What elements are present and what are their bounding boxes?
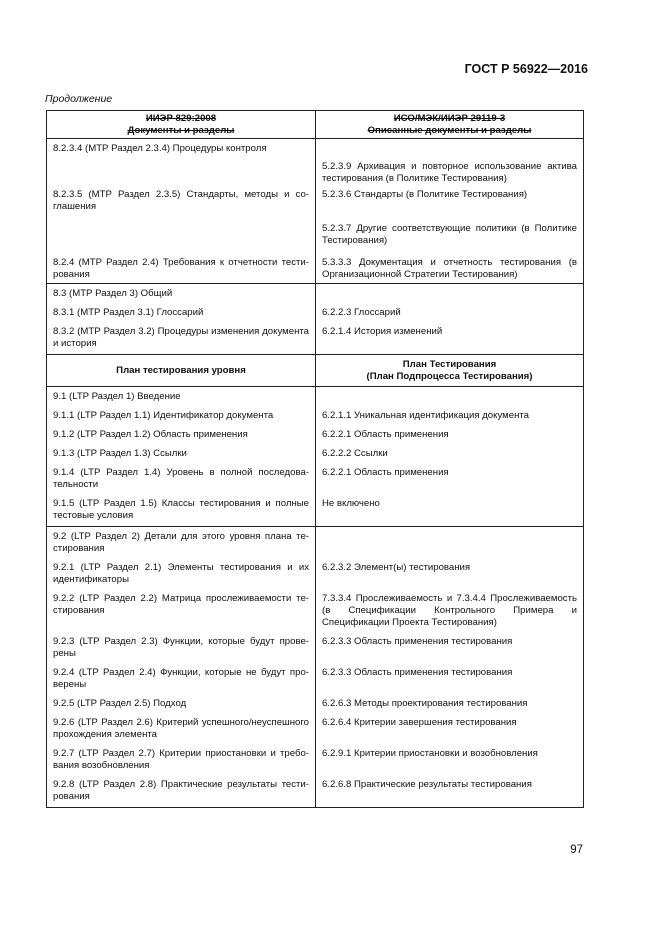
continuation-label: Продолжение	[45, 93, 113, 105]
table-entry: 6.2.3.3 Область применения тестирования	[322, 667, 513, 678]
table-entry: 8.3.2 (МТР Раздел 3.2) Процедуры изменения документа и история	[53, 326, 309, 349]
table-entry: 9.2.1 (LTP Раздел 2.1) Элементы тестирования и их идентификаторы	[53, 562, 309, 585]
table-entry: 9.2.8 (LTP Раздел 2.8) Практические результаты тестирования	[53, 779, 309, 802]
subheader-left: План тестирования уровня	[47, 355, 316, 387]
table-group-ltp-details	[47, 527, 584, 808]
table-entry: 9.1.3 (LTP Раздел 1.3) Ссылки	[53, 448, 187, 459]
table-entry: 6.2.3.3 Область применения тестирования	[322, 636, 513, 647]
table-entry: 8.3 (МТР Раздел 3) Общий	[53, 288, 173, 299]
group-left-cell	[47, 139, 316, 284]
table-entry: 9.2.2 (LTP Раздел 2.2) Матрица прослеживаемости тестирования	[53, 593, 309, 616]
table-entry: 6.2.2.1 Область применения	[322, 429, 449, 440]
table-entry	[322, 391, 577, 403]
table-entry: 6.2.6.3 Методы проектирования тестирования	[322, 698, 528, 709]
group-right-cell	[316, 527, 584, 808]
table-entry: 6.2.2.2 Ссылки	[322, 448, 388, 459]
table-entry: 5.2.3.7 Другие соответствующие политики (в Политике Тестирования)	[322, 223, 577, 246]
table-entry: 6.2.1.4 История изменений	[322, 326, 443, 337]
table-entry: 9.1.1 (LTP Раздел 1.1) Идентификатор документа	[53, 410, 274, 421]
correspondence-table	[46, 110, 584, 808]
subheader-right	[316, 355, 584, 387]
table-entry: 9.1 (LTP Раздел 1) Введение	[53, 391, 181, 402]
table-entry: 7.3.3.4 Прослеживаемость и 7.3.4.4 Прослеживаемость (в Спецификации Контрольного Примера и Спецификации Проекта Тестирования)	[322, 593, 577, 628]
column-header-right	[316, 111, 584, 139]
table-entry: 8.2.3.4 (МТР Раздел 2.3.4) Процедуры контроля	[53, 143, 267, 154]
standard-number: ГОСТ Р 56922—2016	[464, 62, 588, 76]
table-entry: 6.2.2.1 Область применения	[322, 467, 449, 478]
table-group-ltp-introduction	[47, 387, 584, 527]
table-entry: 9.2.5 (LTP Раздел 2.5) Подход	[53, 698, 187, 709]
group-right-cell	[316, 387, 584, 527]
page-number: 97	[570, 844, 583, 856]
table-entry: 9.2.4 (LTP Раздел 2.4) Функции, которые не будут проверены	[53, 667, 309, 690]
table-entry: 9.2.3 (LTP Раздел 2.3) Функции, которые будут проверены	[53, 636, 309, 659]
group-left-cell	[47, 527, 316, 808]
table-entry	[322, 531, 577, 555]
table-entry: 8.3.1 (МТР Раздел 3.1) Глоссарий	[53, 307, 204, 318]
column-header-right-subtitle: Описанные документы и разделы	[367, 124, 532, 136]
table-entry: 6.2.2.3 Глоссарий	[322, 307, 401, 318]
table-header-row	[47, 111, 584, 139]
table-entry: 5.2.3.6 Стандарты (в Политике Тестирования)	[322, 189, 528, 200]
group-right-cell	[316, 284, 584, 355]
table-entry: 9.1.5 (LTP Раздел 1.5) Классы тестирования и полные тестовые условия	[53, 498, 309, 521]
table-entry: 9.1.2 (LTP Раздел 1.2) Область применения	[53, 429, 248, 440]
subheader-right-line2: (План Подпроцесса Тестирования)	[366, 370, 533, 382]
table-entry: 9.2 (LTP Раздел 2) Детали для этого уровня плана тестирования	[53, 531, 309, 554]
subheader-right-line1: План Тестирования	[402, 358, 497, 370]
level-test-plan-subheader	[47, 355, 584, 387]
table-entry: 8.2.3.5 (МТР Раздел 2.3.5) Стандарты, методы и соглашения	[53, 189, 309, 212]
table-entry: 5.2.3.9 Архивация и повторное использование актива тестирования (в Политике Тестирования)	[322, 161, 577, 184]
table-entry: 5.3.3.3 Документация и отчетность тестирования (в Организационной Стратегии Тестирования)	[322, 257, 577, 280]
table-entry: 9.2.6 (LTP Раздел 2.6) Критерий успешного/неуспешного прохождения элемента	[53, 717, 309, 740]
table-entry: 6.2.3.2 Элемент(ы) тестирования	[322, 562, 471, 573]
table-entry: 6.2.6.8 Практические результаты тестирования	[322, 779, 532, 790]
table-group-mtp-general	[47, 284, 584, 355]
column-header-left-title: ИИЭР 829:2008	[145, 112, 217, 124]
table-group-mtp-procedures	[47, 139, 584, 284]
table-entry: 6.2.6.4 Критерии завершения тестирования	[322, 717, 517, 728]
column-header-right-title: ИСО/МЭК/ИИЭР 29119-3	[393, 112, 506, 124]
table-entry: Не включено	[322, 498, 380, 509]
group-left-cell	[47, 284, 316, 355]
table-entry: 6.2.9.1 Критерии приостановки и возобновления	[322, 748, 538, 759]
table-entry	[322, 288, 577, 300]
column-header-left	[47, 111, 316, 139]
table-entry: 9.1.4 (LTP Раздел 1.4) Уровень в полной последовательности	[53, 467, 309, 490]
table-entry: 8.2.4 (МТР Раздел 2.4) Требования к отчетности тестирования	[53, 257, 309, 280]
group-left-cell	[47, 387, 316, 527]
table-entry: 6.2.1.1 Уникальная идентификация документа	[322, 410, 529, 421]
table-entry: 9.2.7 (LTP Раздел 2.7) Критерии приостановки и требования возобновления	[53, 748, 309, 771]
group-right-cell	[316, 139, 584, 284]
column-header-left-subtitle: Документы и разделы	[127, 124, 235, 136]
